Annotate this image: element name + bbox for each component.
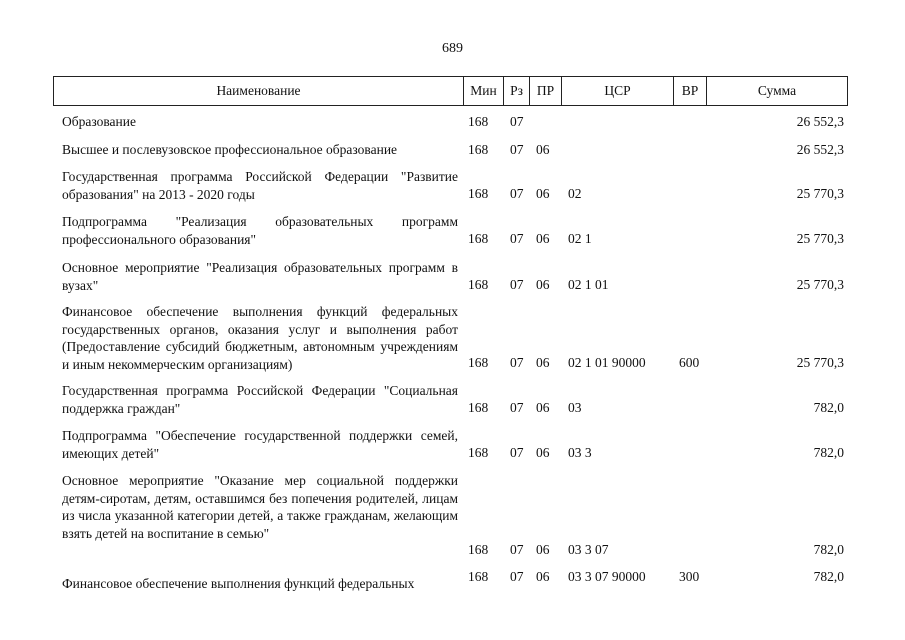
row-sum: 782,0 [813, 400, 844, 415]
row-min: 168 [468, 142, 489, 157]
header-pr: ПР [529, 77, 561, 105]
row-rz: 07 [510, 277, 524, 292]
row-name: Государственная программа Российской Федерации "Социальная поддержка граждан" [62, 383, 458, 416]
row-pr: 06 [536, 445, 550, 460]
row-rz: 07 [510, 569, 524, 584]
row-rz: 07 [510, 355, 524, 370]
row-rz: 07 [510, 231, 524, 246]
page-number: 689 [442, 41, 463, 56]
row-csr: 03 [568, 400, 582, 415]
header-csr: ЦСР [561, 77, 673, 105]
row-sum: 782,0 [813, 569, 844, 584]
row-rz: 07 [510, 114, 524, 129]
row-csr: 02 1 01 [568, 277, 609, 292]
row-name: Подпрограмма "Обеспечение государственной поддержки семей, имеющих детей" [62, 428, 458, 461]
row-min: 168 [468, 542, 489, 557]
row-min: 168 [468, 277, 489, 292]
row-sum: 25 770,3 [796, 277, 844, 292]
row-csr: 02 1 01 90000 [568, 355, 646, 370]
row-sum: 782,0 [813, 542, 844, 557]
row-name: Финансовое обеспечение выполнения функций федеральных государственных органов, оказания услуг и выполнения работ (Предоставление субсидий бюджетным, автономным учреждениям и иным некоммерческим организациям) [62, 304, 458, 372]
row-min: 168 [468, 400, 489, 415]
row-pr: 06 [536, 355, 550, 370]
row-min: 168 [468, 114, 489, 129]
row-sum: 25 770,3 [796, 186, 844, 201]
row-pr: 06 [536, 231, 550, 246]
row-csr: 03 3 07 90000 [568, 569, 646, 584]
row-rz: 07 [510, 142, 524, 157]
header-name: Наименование [216, 83, 301, 98]
row-min: 168 [468, 355, 489, 370]
row-vr: 600 [679, 355, 700, 370]
row-name: Финансовое обеспечение выполнения функций федеральных [62, 576, 415, 591]
row-pr: 06 [536, 186, 550, 201]
row-csr: 03 3 07 [568, 542, 609, 557]
row-pr: 06 [536, 400, 550, 415]
header-sum: Сумма [706, 77, 847, 105]
row-csr: 02 [568, 186, 582, 201]
header-rz: Рз [503, 77, 529, 105]
row-csr: 02 1 [568, 231, 592, 246]
header-min: Мин [463, 77, 503, 105]
row-name: Подпрограмма "Реализация образовательных программ профессионального образования" [62, 214, 458, 247]
row-name: Основное мероприятие "Оказание мер социальной поддержки детям-сиротам, детям, оставшимся без попечения родителей, лицам из числа указанной категории детей, а также гражданам, желающим взять детей на воспитание в семью" [62, 473, 458, 541]
row-min: 168 [468, 231, 489, 246]
header-vr: ВР [673, 77, 706, 105]
row-pr: 06 [536, 569, 550, 584]
row-name: Основное мероприятие "Реализация образовательных программ в вузах" [62, 260, 458, 293]
row-name: Высшее и послевузовское профессиональное образование [62, 142, 398, 157]
row-min: 168 [468, 445, 489, 460]
row-pr: 06 [536, 542, 550, 557]
row-min: 168 [468, 186, 489, 201]
row-vr: 300 [679, 569, 700, 584]
row-name: Образование [62, 114, 136, 129]
row-pr: 06 [536, 142, 550, 157]
table-header [53, 76, 848, 106]
row-rz: 07 [510, 400, 524, 415]
row-csr: 03 3 [568, 445, 592, 460]
row-rz: 07 [510, 445, 524, 460]
row-sum: 782,0 [813, 445, 844, 460]
row-pr: 06 [536, 277, 550, 292]
row-rz: 07 [510, 542, 524, 557]
row-sum: 25 770,3 [796, 355, 844, 370]
row-sum: 25 770,3 [796, 231, 844, 246]
row-name: Государственная программа Российской Федерации "Развитие образования" на 2013 - 2020 годы [62, 169, 458, 202]
row-rz: 07 [510, 186, 524, 201]
row-sum: 26 552,3 [796, 114, 844, 129]
row-min: 168 [468, 569, 489, 584]
row-sum: 26 552,3 [796, 142, 844, 157]
